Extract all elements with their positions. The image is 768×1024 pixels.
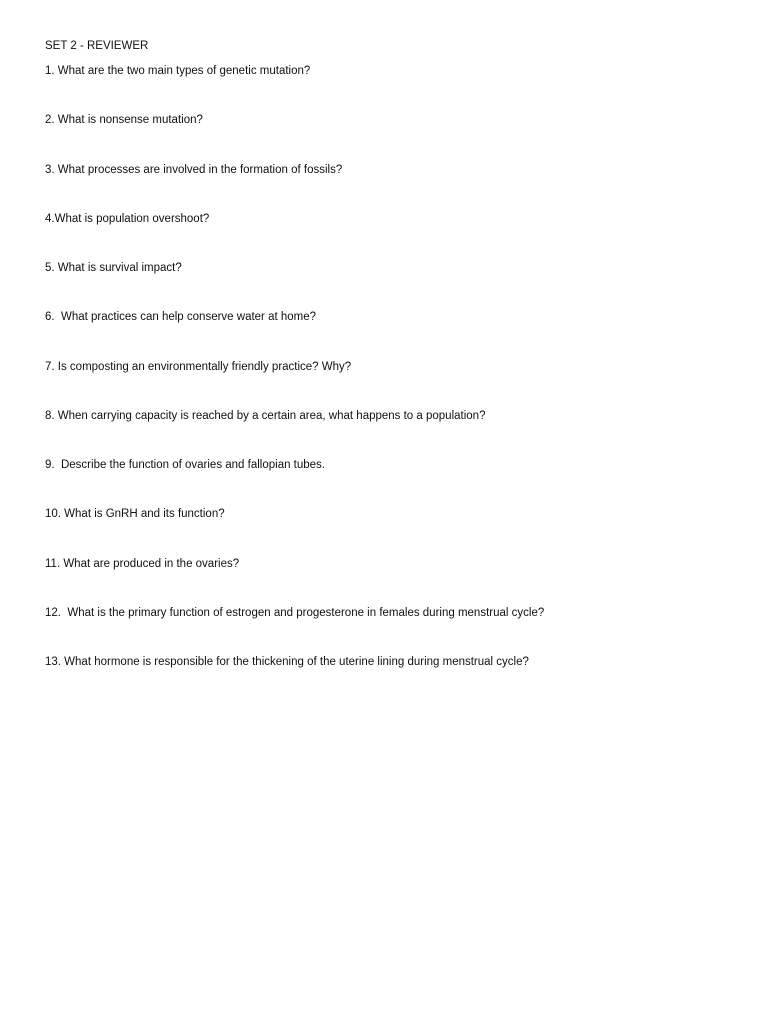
question-3: 3. What processes are involved in the formation of fossils? [45, 163, 343, 176]
question-6: 6. What practices can help conserve water at home? [45, 311, 317, 324]
document-title: SET 2 - REVIEWER [45, 40, 149, 52]
question-13: 13. What hormone is responsible for the thickening of the uterine lining during menstrual cycle? [45, 656, 529, 668]
question-8: 8. When carrying capacity is reached by a certain area, what happens to a population? [45, 409, 486, 422]
question-2: 2. What is nonsense mutation? [45, 114, 203, 127]
question-10: 10. What is GnRH and its function? [45, 508, 225, 521]
question-7: 7. Is composting an environmentally friendly practice? Why? [45, 360, 352, 373]
question-9: 9. Describe the function of ovaries and fallopian tubes. [45, 459, 326, 471]
question-4: 4.What is population overshoot? [45, 212, 210, 225]
question-12: 12. What is the primary function of estrogen and progesterone in females during menstrual cycle? [45, 606, 545, 619]
question-list [45, 64, 735, 704]
question-5: 5. What is survival impact? [45, 262, 182, 274]
question-1: 1. What are the two main types of genetic mutation? [45, 65, 311, 77]
question-11: 11. What are produced in the ovaries? [45, 557, 240, 570]
